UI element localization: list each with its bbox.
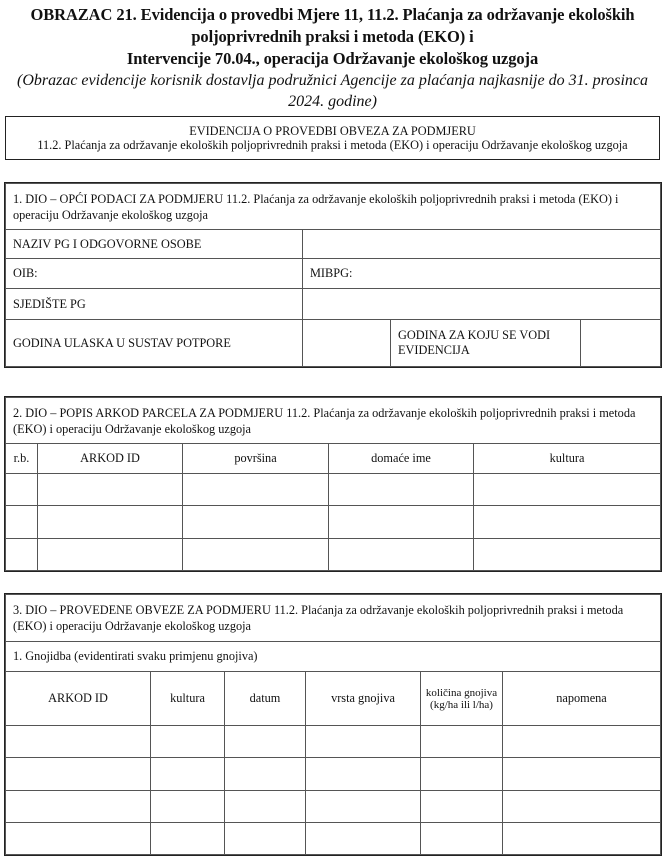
kolicina-gnojiva-cell[interactable] xyxy=(421,726,503,758)
column-header-kultura: kultura xyxy=(474,444,661,474)
table-row xyxy=(6,758,661,791)
napomena-cell[interactable] xyxy=(503,758,661,791)
sjediste-pg-label: SJEDIŠTE PG xyxy=(6,289,303,320)
arkod-id-cell[interactable] xyxy=(6,791,151,823)
godina-ulaska-label: GODINA ULASKA U SUSTAV POTPORE xyxy=(6,320,303,367)
section3-obligations-table xyxy=(5,594,661,855)
arkod-id-cell[interactable] xyxy=(6,823,151,855)
godina-evidencije-field[interactable] xyxy=(581,320,661,367)
mibpg-field[interactable]: MIBPG: xyxy=(303,259,661,289)
datum-cell[interactable] xyxy=(225,758,306,791)
vrsta-gnojiva-cell[interactable] xyxy=(306,758,421,791)
column-header-arkod-id: ARKOD ID xyxy=(38,444,183,474)
column-header-datum: datum xyxy=(225,672,306,726)
datum-cell[interactable] xyxy=(225,823,306,855)
kultura-cell[interactable] xyxy=(151,791,225,823)
kultura-cell[interactable] xyxy=(474,506,661,539)
napomena-cell[interactable] xyxy=(503,823,661,855)
napomena-cell[interactable] xyxy=(503,726,661,758)
datum-cell[interactable] xyxy=(225,726,306,758)
table-row xyxy=(6,726,661,758)
rb-cell[interactable] xyxy=(6,539,38,571)
arkod-id-cell[interactable] xyxy=(6,726,151,758)
form-title xyxy=(0,4,665,70)
kolicina-gnojiva-cell[interactable] xyxy=(421,823,503,855)
vrsta-gnojiva-cell[interactable] xyxy=(306,726,421,758)
arkod-id-cell[interactable] xyxy=(6,758,151,791)
column-header-rb: r.b. xyxy=(6,444,38,474)
column-header-povrsina: površina xyxy=(183,444,329,474)
evidence-header-line-1: EVIDENCIJA O PROVEDBI OBVEZA ZA PODMJERU xyxy=(189,124,476,138)
section2-title: 2. DIO – POPIS ARKOD PARCELA ZA PODMJERU 11.2. Plaćanja za održavanje ekoloških poljoprivrednih praksi i metoda (EKO) i operaciju Održavanje ekološkog uzgoja xyxy=(6,398,661,444)
godina-ulaska-field[interactable] xyxy=(303,320,391,367)
naziv-pg-field[interactable] xyxy=(303,230,661,259)
kultura-cell[interactable] xyxy=(151,726,225,758)
evidence-header-line-2: 11.2. Plaćanja za održavanje ekoloških poljoprivrednih praksi i metoda (EKO) i operaciju Održavanje ekološkog uzgoja xyxy=(37,138,628,152)
gnojidba-subsection-title: 1. Gnojidba (evidentirati svaku primjenu gnojiva) xyxy=(6,642,661,672)
table-row xyxy=(6,474,661,506)
vrsta-gnojiva-cell[interactable] xyxy=(306,823,421,855)
form-subtitle xyxy=(0,70,665,112)
naziv-pg-label: NAZIV PG I ODGOVORNE OSOBE xyxy=(6,230,303,259)
godina-evidencije-label: GODINA ZA KOJU SE VODI EVIDENCIJA xyxy=(391,320,581,367)
rb-cell[interactable] xyxy=(6,474,38,506)
kultura-cell[interactable] xyxy=(151,823,225,855)
table-row xyxy=(6,539,661,571)
povrsina-cell[interactable] xyxy=(183,539,329,571)
napomena-cell[interactable] xyxy=(503,791,661,823)
column-header-domace-ime: domaće ime xyxy=(329,444,474,474)
rb-cell[interactable] xyxy=(6,506,38,539)
form-title-line-3: Intervencije 70.04., operacija Održavanje ekološkog uzgoja xyxy=(126,49,539,68)
datum-cell[interactable] xyxy=(225,791,306,823)
kolicina-gnojiva-cell[interactable] xyxy=(421,758,503,791)
column-header-vrsta-gnojiva: vrsta gnojiva xyxy=(306,672,421,726)
table-row xyxy=(6,791,661,823)
table-row xyxy=(6,823,661,855)
form-subtitle-line-2: 2024. godine) xyxy=(288,93,377,110)
arkod-id-cell[interactable] xyxy=(38,506,183,539)
column-header-kolicina-gnojiva: količina gnojiva (kg/ha ili l/ha) xyxy=(421,672,503,726)
povrsina-cell[interactable] xyxy=(183,506,329,539)
arkod-id-cell[interactable] xyxy=(38,474,183,506)
column-header-kultura: kultura xyxy=(151,672,225,726)
section1-general-data-table xyxy=(5,183,661,367)
domace-ime-cell[interactable] xyxy=(329,539,474,571)
kultura-cell[interactable] xyxy=(474,474,661,506)
kolicina-gnojiva-cell[interactable] xyxy=(421,791,503,823)
column-header-napomena: napomena xyxy=(503,672,661,726)
kultura-cell[interactable] xyxy=(151,758,225,791)
form-subtitle-line-1: (Obrazac evidencije korisnik dostavlja podružnici Agencije za plaćanja najkasnije do 31. prosinca xyxy=(16,72,648,89)
section2-arkod-parcels-table xyxy=(5,397,661,571)
kultura-cell[interactable] xyxy=(474,539,661,571)
domace-ime-cell[interactable] xyxy=(329,506,474,539)
section1-title: 1. DIO – OPĆI PODACI ZA PODMJERU 11.2. Plaćanja za održavanje ekoloških poljoprivrednih praksi i metoda (EKO) i operaciju Održavanje ekološkog uzgoja xyxy=(6,184,661,230)
povrsina-cell[interactable] xyxy=(183,474,329,506)
domace-ime-cell[interactable] xyxy=(329,474,474,506)
oib-field[interactable]: OIB: xyxy=(6,259,303,289)
form-title-line-1: OBRAZAC 21. Evidencija o provedbi Mjere 11, 11.2. Plaćanja za održavanje ekoloških xyxy=(30,5,635,24)
evidence-header-box xyxy=(5,116,660,160)
sjediste-pg-field[interactable] xyxy=(303,289,661,320)
section3-title: 3. DIO – PROVEDENE OBVEZE ZA PODMJERU 11.2. Plaćanja za održavanje ekoloških poljoprivrednih praksi i metoda (EKO) i operaciju Održavanje ekološkog uzgoja xyxy=(6,595,661,642)
form-title-line-2: poljoprivrednih praksi i metoda (EKO) i xyxy=(191,27,474,46)
table-row xyxy=(6,506,661,539)
vrsta-gnojiva-cell[interactable] xyxy=(306,791,421,823)
column-header-arkod-id: ARKOD ID xyxy=(6,672,151,726)
arkod-id-cell[interactable] xyxy=(38,539,183,571)
